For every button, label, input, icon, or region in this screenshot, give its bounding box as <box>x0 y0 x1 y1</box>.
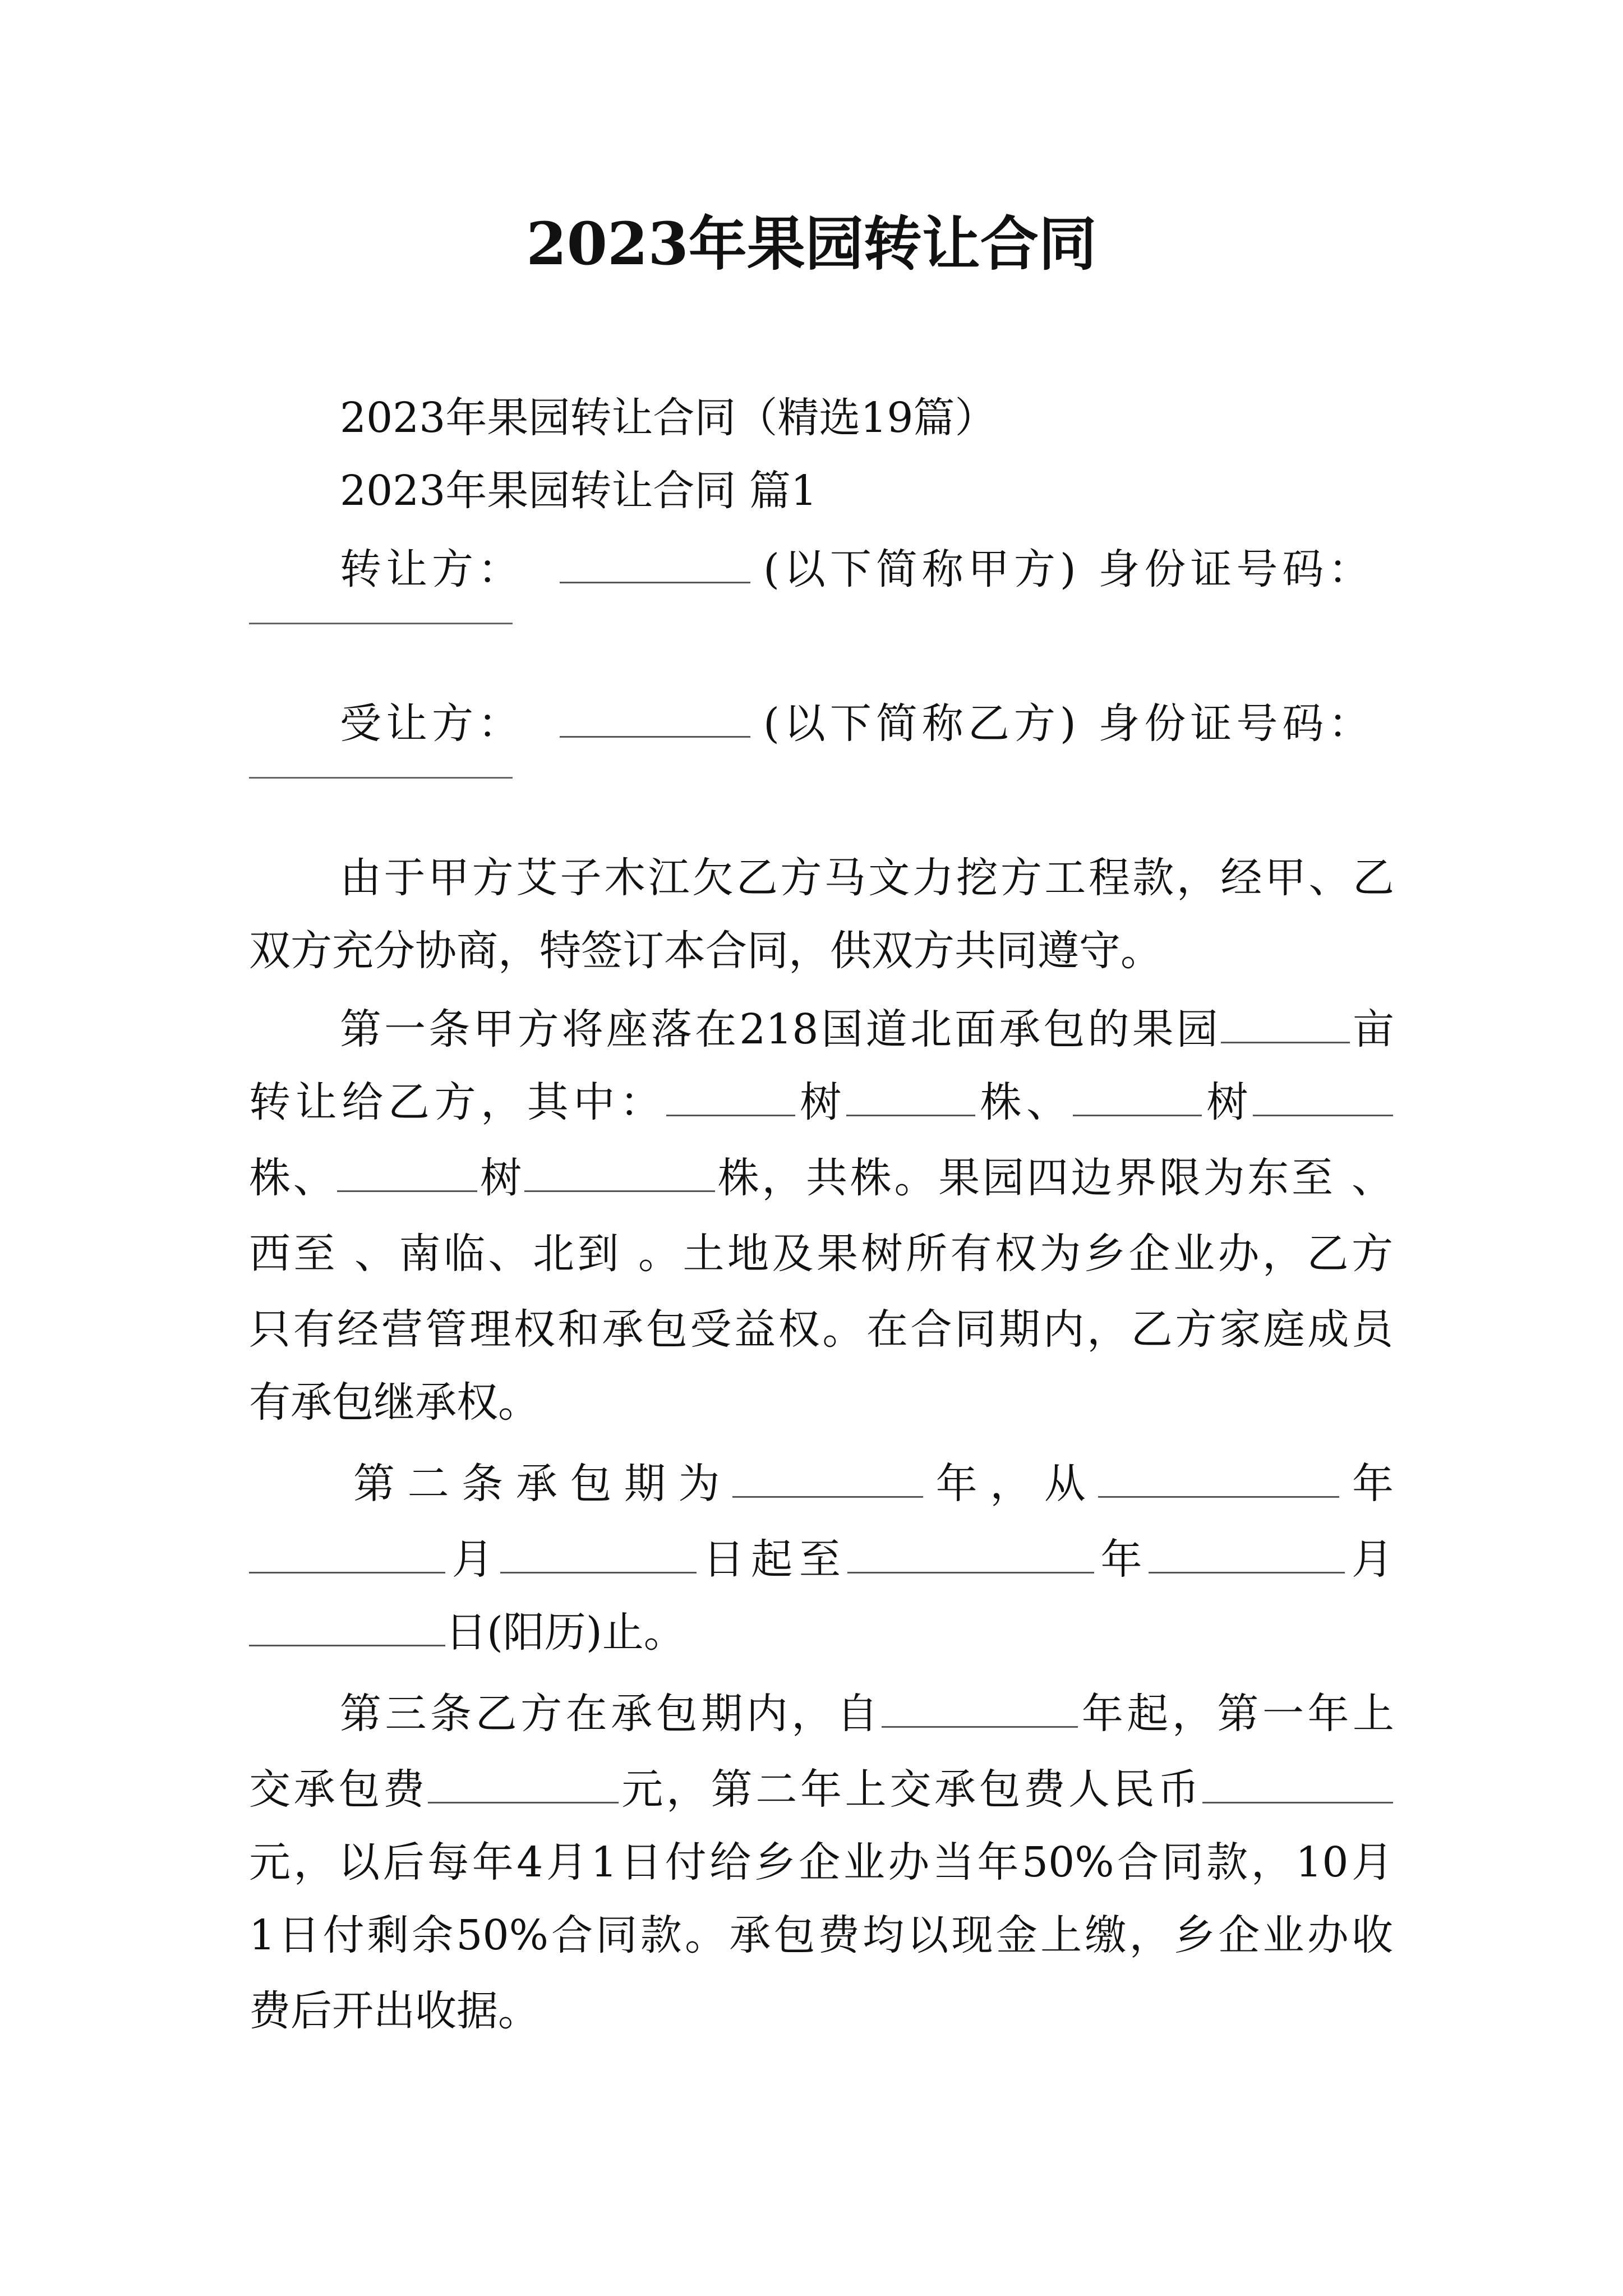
article-2-line <box>249 1604 1393 1660</box>
article-2-text: 月 <box>1345 1535 1394 1584</box>
intro-line: 由于甲方艾子木江欠乙方马文力挖方工程款，经甲、乙 <box>340 854 1394 902</box>
transferee-suffix: (以下简称乙方) 身份证号码： <box>763 700 1375 748</box>
article-1-line: 有承包继承权。 <box>249 1378 540 1427</box>
article-2-text: 年 <box>1094 1535 1149 1584</box>
area-blank <box>1221 1002 1350 1043</box>
article-1-text: 树 <box>795 1078 846 1126</box>
article-2-text: 日起至 <box>696 1535 847 1584</box>
article-3-line: 费后开出收据。 <box>249 1987 540 2035</box>
article-1-text: 亩 <box>1349 1005 1394 1053</box>
article-3-line <box>340 1686 1394 1742</box>
tree-type-blank <box>666 1075 795 1116</box>
article-2-text: 年，从 <box>923 1460 1099 1508</box>
end-year-blank <box>847 1533 1094 1573</box>
start-day-blank <box>500 1533 697 1573</box>
document-title: 2023年果园转让合同 <box>526 209 1097 278</box>
transferee-label: 受让方： <box>340 700 524 748</box>
article-1-line <box>249 1150 1393 1206</box>
article-3-text: 元，第二年上交承包费人民币 <box>618 1765 1203 1814</box>
article-3-line: 元，以后每年4月1日付给乡企业办当年50%合同款，10月 <box>249 1838 1393 1887</box>
article-1-line <box>249 1074 1393 1130</box>
end-month-blank <box>1149 1533 1345 1573</box>
end-day-blank <box>249 1605 445 1646</box>
article-1-line <box>340 1001 1394 1057</box>
article-2-text: 日(阳历)止。 <box>445 1608 685 1657</box>
start-month-blank <box>249 1533 445 1573</box>
tree-count-blank <box>846 1075 975 1116</box>
article-2-line <box>353 1456 1394 1512</box>
transferee-id-blank <box>249 777 513 779</box>
tree-count-blank <box>1253 1075 1393 1116</box>
article-2-text: 月 <box>445 1535 500 1584</box>
transferee-name-blank <box>560 697 750 738</box>
article-3-text: 第三条乙方在承包期内，自 <box>340 1690 882 1738</box>
tree-count-blank <box>524 1151 715 1192</box>
article-1-text: 株、 <box>249 1154 338 1202</box>
tree-type-blank <box>337 1151 477 1192</box>
article-1-text: 转让给乙方，其中： <box>249 1078 666 1126</box>
start-year-blank <box>882 1687 1078 1728</box>
transferor-line <box>340 541 1394 597</box>
term-years-blank <box>732 1457 923 1498</box>
article-3-line <box>249 1761 1393 1818</box>
article-2-text: 第二条承包期为 <box>353 1460 733 1508</box>
article-3-text: 交承包费 <box>249 1765 428 1814</box>
article-1-text: 树 <box>477 1154 524 1202</box>
transferor-label: 转让方： <box>340 545 524 593</box>
article-3-text: 年起，第一年上 <box>1078 1690 1395 1738</box>
transferor-suffix: (以下简称甲方) 身份证号码： <box>763 545 1375 593</box>
transferor-name-blank <box>560 542 750 583</box>
transferor-id-blank <box>249 623 513 624</box>
article-2-line <box>249 1531 1393 1588</box>
tree-type-blank <box>1073 1075 1202 1116</box>
article-1-line: 西至 、南临、北到 。土地及果树所有权为乡企业办，乙方 <box>249 1230 1393 1278</box>
second-year-fee-blank <box>1202 1763 1393 1803</box>
article-1-text: 株、 <box>975 1078 1073 1126</box>
section-heading: 2023年果园转让合同 篇1 <box>340 467 817 515</box>
article-3-line: 1日付剩余50%合同款。承包费均以现金上缴，乡企业办收 <box>249 1911 1393 1959</box>
transferee-line <box>340 696 1394 752</box>
article-1-line: 只有经营管理权和承包受益权。在合同期内，乙方家庭成员 <box>249 1305 1393 1354</box>
start-year-blank <box>1098 1457 1339 1498</box>
article-1-text: 第一条甲方将座落在218国道北面承包的果园 <box>340 1005 1221 1053</box>
document-subtitle: 2023年果园转让合同（精选19篇） <box>340 394 997 442</box>
first-year-fee-blank <box>428 1763 619 1803</box>
article-1-text: 树 <box>1201 1078 1253 1126</box>
article-1-text: 株，共株。果园四边界限为东至 、 <box>714 1154 1394 1202</box>
article-2-text: 年 <box>1339 1460 1394 1508</box>
intro-line: 双方充分协商，特签订本合同，供双方共同遵守。 <box>249 927 1162 975</box>
